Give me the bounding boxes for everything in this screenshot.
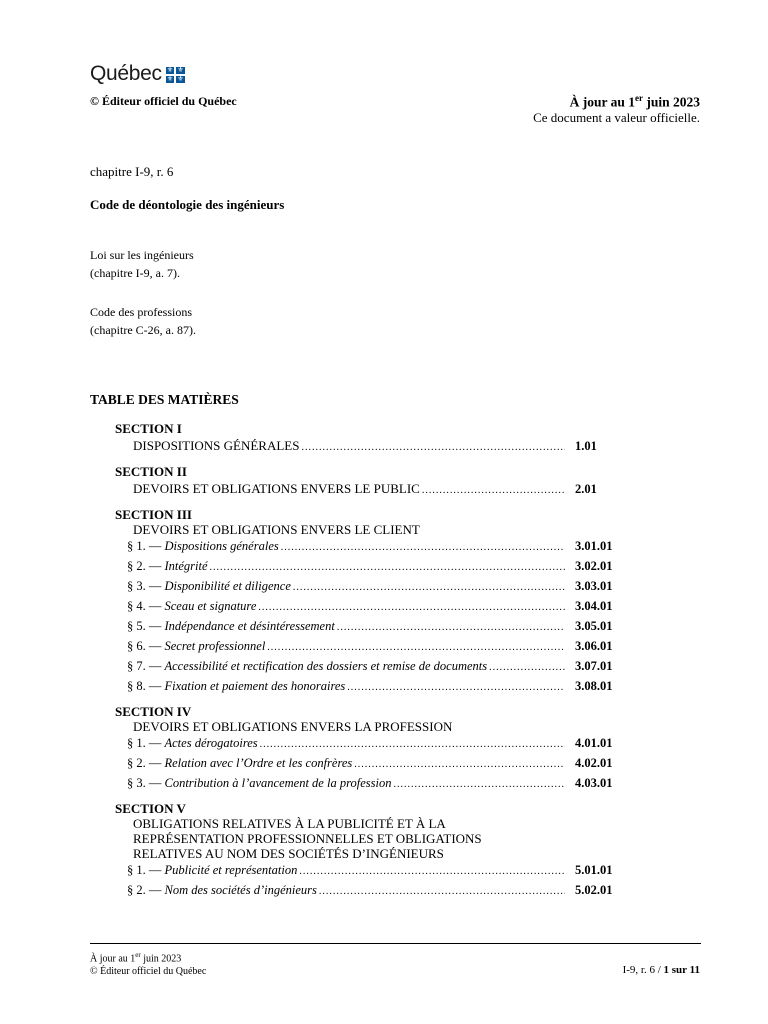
toc-subentry[interactable] (115, 754, 617, 774)
footer-date: À jour au 1er juin 2023 (90, 951, 182, 965)
law-reference (90, 303, 196, 339)
toc-subentry-prefix: § 3. — (127, 776, 165, 790)
toc-subentry-label: Accessibilité et rectification des dossiers et remise de documents (164, 659, 488, 673)
toc-subentry[interactable] (115, 597, 617, 617)
toc-subentry-label: Nom des sociétés d’ingénieurs (164, 883, 317, 897)
toc-subentry-label: Intégrité (164, 559, 208, 573)
toc-entry-title: DISPOSITIONS GÉNÉRALES (133, 438, 300, 453)
toc-subentry[interactable] (115, 861, 617, 881)
toc-subentry-label: Disponibilité et diligence (164, 579, 291, 593)
dot-leader (422, 479, 565, 500)
toc-subentry-prefix: § 2. — (127, 559, 165, 573)
toc-subentry-prefix: § 7. — (127, 659, 165, 673)
toc-subentry-number: 3.04.01 (575, 599, 613, 613)
law-ref: (chapitre C-26, a. 87). (90, 323, 196, 337)
law-name: Code des professions (90, 305, 192, 319)
toc-subentry-title (127, 577, 291, 596)
toc-subentry-title (127, 537, 279, 556)
dot-leader (319, 881, 565, 901)
document-title: Code de déontologie des ingénieurs (90, 197, 285, 212)
toc-subentry-number: 4.03.01 (575, 776, 613, 790)
toc-section-label: SECTION V (115, 801, 186, 816)
toc-subentry[interactable] (115, 774, 617, 794)
toc-subentry-title (127, 881, 317, 900)
toc-subentry-number: 3.08.01 (575, 679, 613, 693)
toc-subentry-title (127, 557, 208, 576)
toc-section-label: SECTION I (115, 421, 182, 436)
toc-subentry-prefix: § 8. — (127, 679, 165, 693)
dot-leader (489, 657, 565, 677)
toc-entry[interactable] (115, 436, 617, 457)
toc-subentry-label: Dispositions générales (164, 539, 279, 553)
toc-subentry-title (127, 754, 352, 773)
toc-subentry-number: 3.01.01 (575, 539, 613, 553)
toc-subentry[interactable] (115, 557, 617, 577)
official-note: Ce document a valeur officielle. (533, 110, 700, 125)
dot-leader (260, 734, 565, 754)
logo-text: Québec (90, 62, 162, 85)
toc-section (115, 704, 617, 794)
toc-subentry-label: Secret professionnel (164, 639, 266, 653)
quebec-logo (90, 62, 185, 86)
toc-section-title (115, 816, 617, 861)
toc-subentry-prefix: § 3. — (127, 579, 165, 593)
toc-subentry-number: 3.03.01 (575, 579, 613, 593)
dot-leader (347, 677, 565, 697)
toc-section-label: SECTION II (115, 464, 187, 479)
toc-subentry-prefix: § 2. — (127, 756, 165, 770)
toc-section-title-line: RELATIVES AU NOM DES SOCIÉTÉS D’INGÉNIEURS (133, 846, 444, 861)
toc-subentry-prefix: § 4. — (127, 599, 165, 613)
footer-divider (90, 943, 701, 944)
toc-entry[interactable] (115, 479, 617, 500)
toc-entry-number: 1.01 (575, 439, 597, 453)
toc-section-label: SECTION IV (115, 704, 192, 719)
footer-info (90, 949, 206, 978)
toc-subentry-title (127, 617, 335, 636)
dot-leader (210, 557, 565, 577)
toc-section-title (115, 719, 617, 734)
toc-section (115, 801, 617, 901)
toc-entry-title: DEVOIRS ET OBLIGATIONS ENVERS LE PUBLIC (133, 481, 420, 496)
table-of-contents (115, 421, 617, 908)
toc-section (115, 507, 617, 697)
toc-subentry-number: 3.07.01 (575, 659, 613, 673)
toc-subentry[interactable] (115, 577, 617, 597)
dot-leader (258, 597, 565, 617)
chapter-ref: chapitre I-9, r. 6 (90, 164, 174, 179)
toc-section-title-line: DEVOIRS ET OBLIGATIONS ENVERS LA PROFESSION (133, 719, 453, 734)
toc-section-title-line: OBLIGATIONS RELATIVES À LA PUBLICITÉ ET À LA (133, 816, 446, 831)
toc-subentry[interactable] (115, 637, 617, 657)
toc-subentry-number: 3.06.01 (575, 639, 613, 653)
toc-section (115, 464, 617, 500)
toc-subentry-prefix: § 6. — (127, 639, 165, 653)
toc-subentry-title (127, 861, 297, 880)
toc-section-title-line: DEVOIRS ET OBLIGATIONS ENVERS LE CLIENT (133, 522, 420, 537)
toc-section-title-line: REPRÉSENTATION PROFESSIONNELLES ET OBLIGATIONS (133, 831, 482, 846)
toc-subentry-number: 3.02.01 (575, 559, 613, 573)
dot-leader (337, 617, 565, 637)
dot-leader (301, 436, 565, 457)
dot-leader (267, 637, 565, 657)
fleur-de-lis-flag-icon: ⚜ ⚜ ⚜ ⚜ (166, 65, 184, 83)
toc-subentry-label: Fixation et paiement des honoraires (164, 679, 346, 693)
toc-subentry-prefix: § 1. — (127, 539, 165, 553)
law-reference (90, 246, 194, 282)
toc-subentry[interactable] (115, 677, 617, 697)
toc-subentry-prefix: § 5. — (127, 619, 165, 633)
update-date: À jour au 1er juin 2023 (569, 93, 700, 110)
toc-subentry-prefix: § 1. — (127, 863, 165, 877)
toc-subentry-title (127, 597, 256, 616)
toc-subentry-label: Relation avec l’Ordre et les confrères (164, 756, 353, 770)
toc-subentry-prefix: § 1. — (127, 736, 165, 750)
toc-subentry-number: 3.05.01 (575, 619, 613, 633)
toc-section (115, 421, 617, 457)
toc-subentry-number: 4.02.01 (575, 756, 613, 770)
toc-subentry[interactable] (115, 881, 617, 901)
toc-subentry-title (127, 734, 258, 753)
toc-subentry-number: 5.01.01 (575, 863, 613, 877)
toc-subentry-title (127, 774, 391, 793)
toc-entry-number: 2.01 (575, 482, 597, 496)
toc-subentry-number: 5.02.01 (575, 883, 613, 897)
toc-subentry[interactable] (115, 734, 617, 754)
law-name: Loi sur les ingénieurs (90, 248, 194, 262)
toc-subentry-label: Sceau et signature (164, 599, 257, 613)
toc-subentry-prefix: § 2. — (127, 883, 165, 897)
toc-subentry-number: 4.01.01 (575, 736, 613, 750)
toc-section-title (115, 522, 617, 537)
publisher: © Éditeur officiel du Québec (90, 94, 237, 108)
page-indicator: I-9, r. 6 / 1 sur 11 (622, 964, 700, 976)
toc-subentry[interactable] (115, 537, 617, 557)
dot-leader (281, 537, 565, 557)
toc-subentry-title (127, 637, 265, 656)
toc-subentry-title (127, 657, 487, 676)
toc-section-label: SECTION III (115, 507, 192, 522)
toc-subentry[interactable] (115, 617, 617, 637)
toc-subentry-title (127, 677, 345, 696)
dot-leader (354, 754, 565, 774)
toc-subentry-label: Actes dérogatoires (164, 736, 258, 750)
dot-leader (393, 774, 565, 794)
toc-subentry-label: Contribution à l’avancement de la profession (164, 776, 392, 790)
law-ref: (chapitre I-9, a. 7). (90, 266, 180, 280)
toc-subentry-label: Publicité et représentation (164, 863, 298, 877)
footer-publisher: © Éditeur officiel du Québec (90, 966, 207, 978)
dot-leader (293, 577, 565, 597)
dot-leader (299, 861, 565, 881)
toc-subentry-label: Indépendance et désintéressement (164, 619, 335, 633)
toc-heading: TABLE DES MATIÈRES (90, 392, 239, 407)
toc-subentry[interactable] (115, 657, 617, 677)
